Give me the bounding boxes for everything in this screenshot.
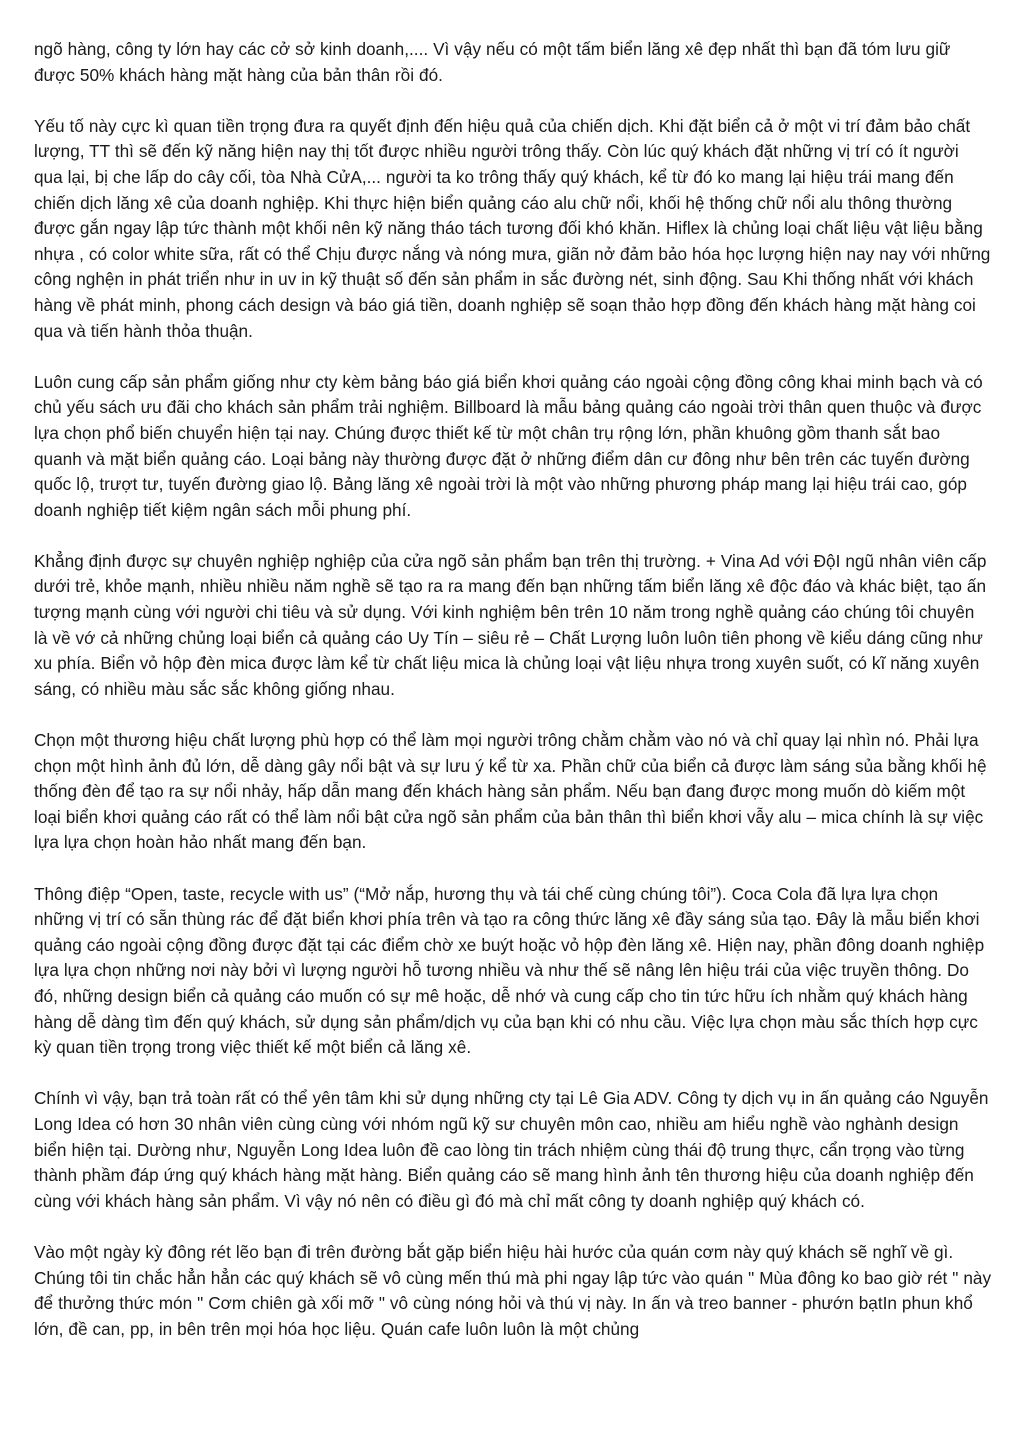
paragraph-5: Chọn một thương hiệu chất lượng phù hợp có thể làm mọi người trông chằm chằm vào nó và chỉ quay lại nhìn nó. Phải lựa chọn một hình ảnh đủ lớn, dễ dàng gây nổi bật và sự lưu ý kể từ xa. Phần chữ của biển cả được làm sáng sủa bằng khối hệ thống đèn để tạo ra sự nổi nhảy, hấp dẫn mang đến khách hàng sản phẩm. Nếu bạn đang được mong muốn dò kiếm một loại biển khơi quảng cáo rất có thể làm nổi bật cửa ngõ sản phẩm của bản thân thì biển khơi vẫy alu – mica chính là sự việc lựa lựa chọn hoàn hảo nhất mang đến bạn. <box>34 730 987 853</box>
paragraph-8: Vào một ngày kỳ đông rét lẽo bạn đi trên đường bắt gặp biển hiệu hài hước của quán cơm này quý khách sẽ nghĩ về gì. Chúng tôi tin chắc hẳn hẳn các quý khách sẽ vô cùng mến thú mà phi ngay lập tức vào quán " Mùa đông ko bao giờ rét " này để thưởng thức món " Cơm chiên gà xối mỡ " vô cùng nóng hỏi và thú vị này. In ấn và treo banner - phướn bạtIn phun khổ lớn, đề can, pp, in bên trên mọi hóa học liệu. Quán cafe luôn luôn là một chủng <box>34 1241 992 1339</box>
paragraph-4: Khẳng định được sự chuyên nghiệp nghiệp của cửa ngõ sản phẩm bạn trên thị trường. + Vina Ad với ĐộI ngũ nhân viên cấp dưới trẻ, khỏe mạnh, nhiều nhiều năm nghề sẽ tạo ra ra mang đến bạn những tấm biển lăng xê độc đáo và khác biệt, tạo ấn tượng mạnh cùng với người chi tiêu và sử dụng. Với kinh nghiệm bên trên 10 năm trong nghề quảng cáo chúng tôi chuyên là về vớ cả những chủng loại biển cả quảng cáo Uy Tín – siêu rẻ – Chất Lượng luôn luôn tiên phong về kiểu dáng cũng như xu phía. Biển vỏ hộp đèn mica được làm kể từ chất liệu mica là chủng loại vật liệu nhựa trong xuyên suốt, có kĩ năng xuyên sáng, có nhiều màu sắc sắc không giống nhau. <box>34 550 987 699</box>
paragraph-7: Chính vì vậy, bạn trả toàn rất có thể yên tâm khi sử dụng những cty tại Lê Gia ADV. Công ty dịch vụ in ấn quảng cáo Nguyễn Long Idea có hơn 30 nhân viên cùng cùng với nhóm ngũ kỹ sư chuyên môn cao, nhiều am hiểu nghề vào nghành design biển hiện tại. Dường như, Nguyễn Long Idea luôn đề cao lòng tin trách nhiệm cùng thái độ trung thực, cẩn trọng vào từng thành phầm đáp ứng quý khách hàng mặt hàng. Biển quảng cáo sẽ mang hình ảnh tên thương hiệu của doanh nghiệp đến cùng với khách hàng sản phẩm. Vì vậy nó nên có điều gì đó mà chỉ mất công ty doanh nghiệp quý khách có. <box>34 1088 989 1211</box>
paragraph-3: Luôn cung cấp sản phẩm giống như cty kèm bảng báo giá biển khơi quảng cáo ngoài cộng đồng công khai minh bạch và có chủ yếu sách ưu đãi cho khách sản phẩm trải nghiệm. Billboard là mẫu bảng quảng cáo ngoài trời thân quen thuộc và được lựa chọn phổ biến chuyển hiện tại nay. Chúng được thiết kế từ một chân trụ rộng lớn, phần khuông gồm thanh sắt bao quanh và mặt biển quảng cáo. Loại bảng này thường được đặt ở những điểm dân cư đông như bên trên các tuyến đường quốc lộ, trượt tư, tuyến đường giao lộ. Bảng lăng xê ngoài trời là một vào những phương pháp mang lại hiệu trái cao, góp doanh nghiệp tiết kiệm ngân sách mỗi phung phí. <box>34 371 983 520</box>
document-page <box>34 37 992 1342</box>
paragraph-6: Thông điệp “Open, taste, recycle with us” (“Mở nắp, hương thụ và tái chế cùng chúng tôi”). Coca Cola đã lựa lựa chọn những vị trí có sẵn thùng rác để đặt biển khơi phía trên và tạo ra công thức lăng xê đầy sáng sủa tạo. Đây là mẫu biển khơi quảng cáo ngoài cộng đồng được đặt tại các điểm chờ xe buýt hoặc vỏ hộp đèn lăng xê. Hiện nay, phần đông doanh nghiệp lựa lựa chọn những nơi này bởi vì lượng người hỗ tương nhiều và như thế sẽ nâng lên hiệu trái của việc truyền thông. Do đó, những design biển cả quảng cáo muốn có sự mê hoặc, dễ nhớ và cung cấp cho tin tức hữu ích nhằm quý khách hàng hàng dễ dàng tìm đến quý khách, sử dụng sản phẩm/dịch vụ của bạn khi có nhu cầu. Việc lựa chọn màu sắc thích hợp cực kỳ quan tiền trọng trong việc thiết kế một biển cả lăng xê. <box>34 883 985 1058</box>
paragraph-2: Yếu tố này cực kì quan tiền trọng đưa ra quyết định đến hiệu quả của chiến dịch. Khi đặt biển cả ở một vi trí đảm bảo chất lượng, TT thì sẽ đến kỹ năng hiện nay thị tốt được nhiều người trông thấy. Còn lúc quý khách đặt những vị trí có ít người qua lại, bị che lấp do cây cối, tòa Nhà CửA,... người ta ko trông thấy quý khách, kể từ đó ko mang lại hiệu trái mang đến chiến dịch lăng xê của doanh nghiệp. Khi thực hiện biển quảng cáo alu chữ nổi, khối hệ thống chữ nổi alu thông thường được gắn ngay lập tức thành một khối nên kỹ năng tháo tách tương đối khó khăn. Hiflex là chủng loại chất liệu vật liệu bằng nhựa , có color white sữa, rất có thể Chịu được nắng và nóng mưa, giãn nở đảm bảo hóa học lượng hiện nay nay với những công nghện in phát triển như in uv in kỹ thuật số đến sản phẩm in sắc đường nét, sinh động. Sau Khi thống nhất với khách hàng về phát minh, phong cách design và báo giá tiền, doanh nghiệp sẽ soạn thảo hợp đồng đến khách hàng mặt hàng coi qua và tiến hành thỏa thuận. <box>34 115 991 341</box>
paragraph-1: ngõ hàng, công ty lớn hay các cở sở kinh doanh,.... Vì vậy nếu có một tấm biển lăng xê đẹp nhất thì bạn đã tóm lưu giữ được 50% khách hàng mặt hàng của bản thân rồi đó. <box>34 39 951 85</box>
